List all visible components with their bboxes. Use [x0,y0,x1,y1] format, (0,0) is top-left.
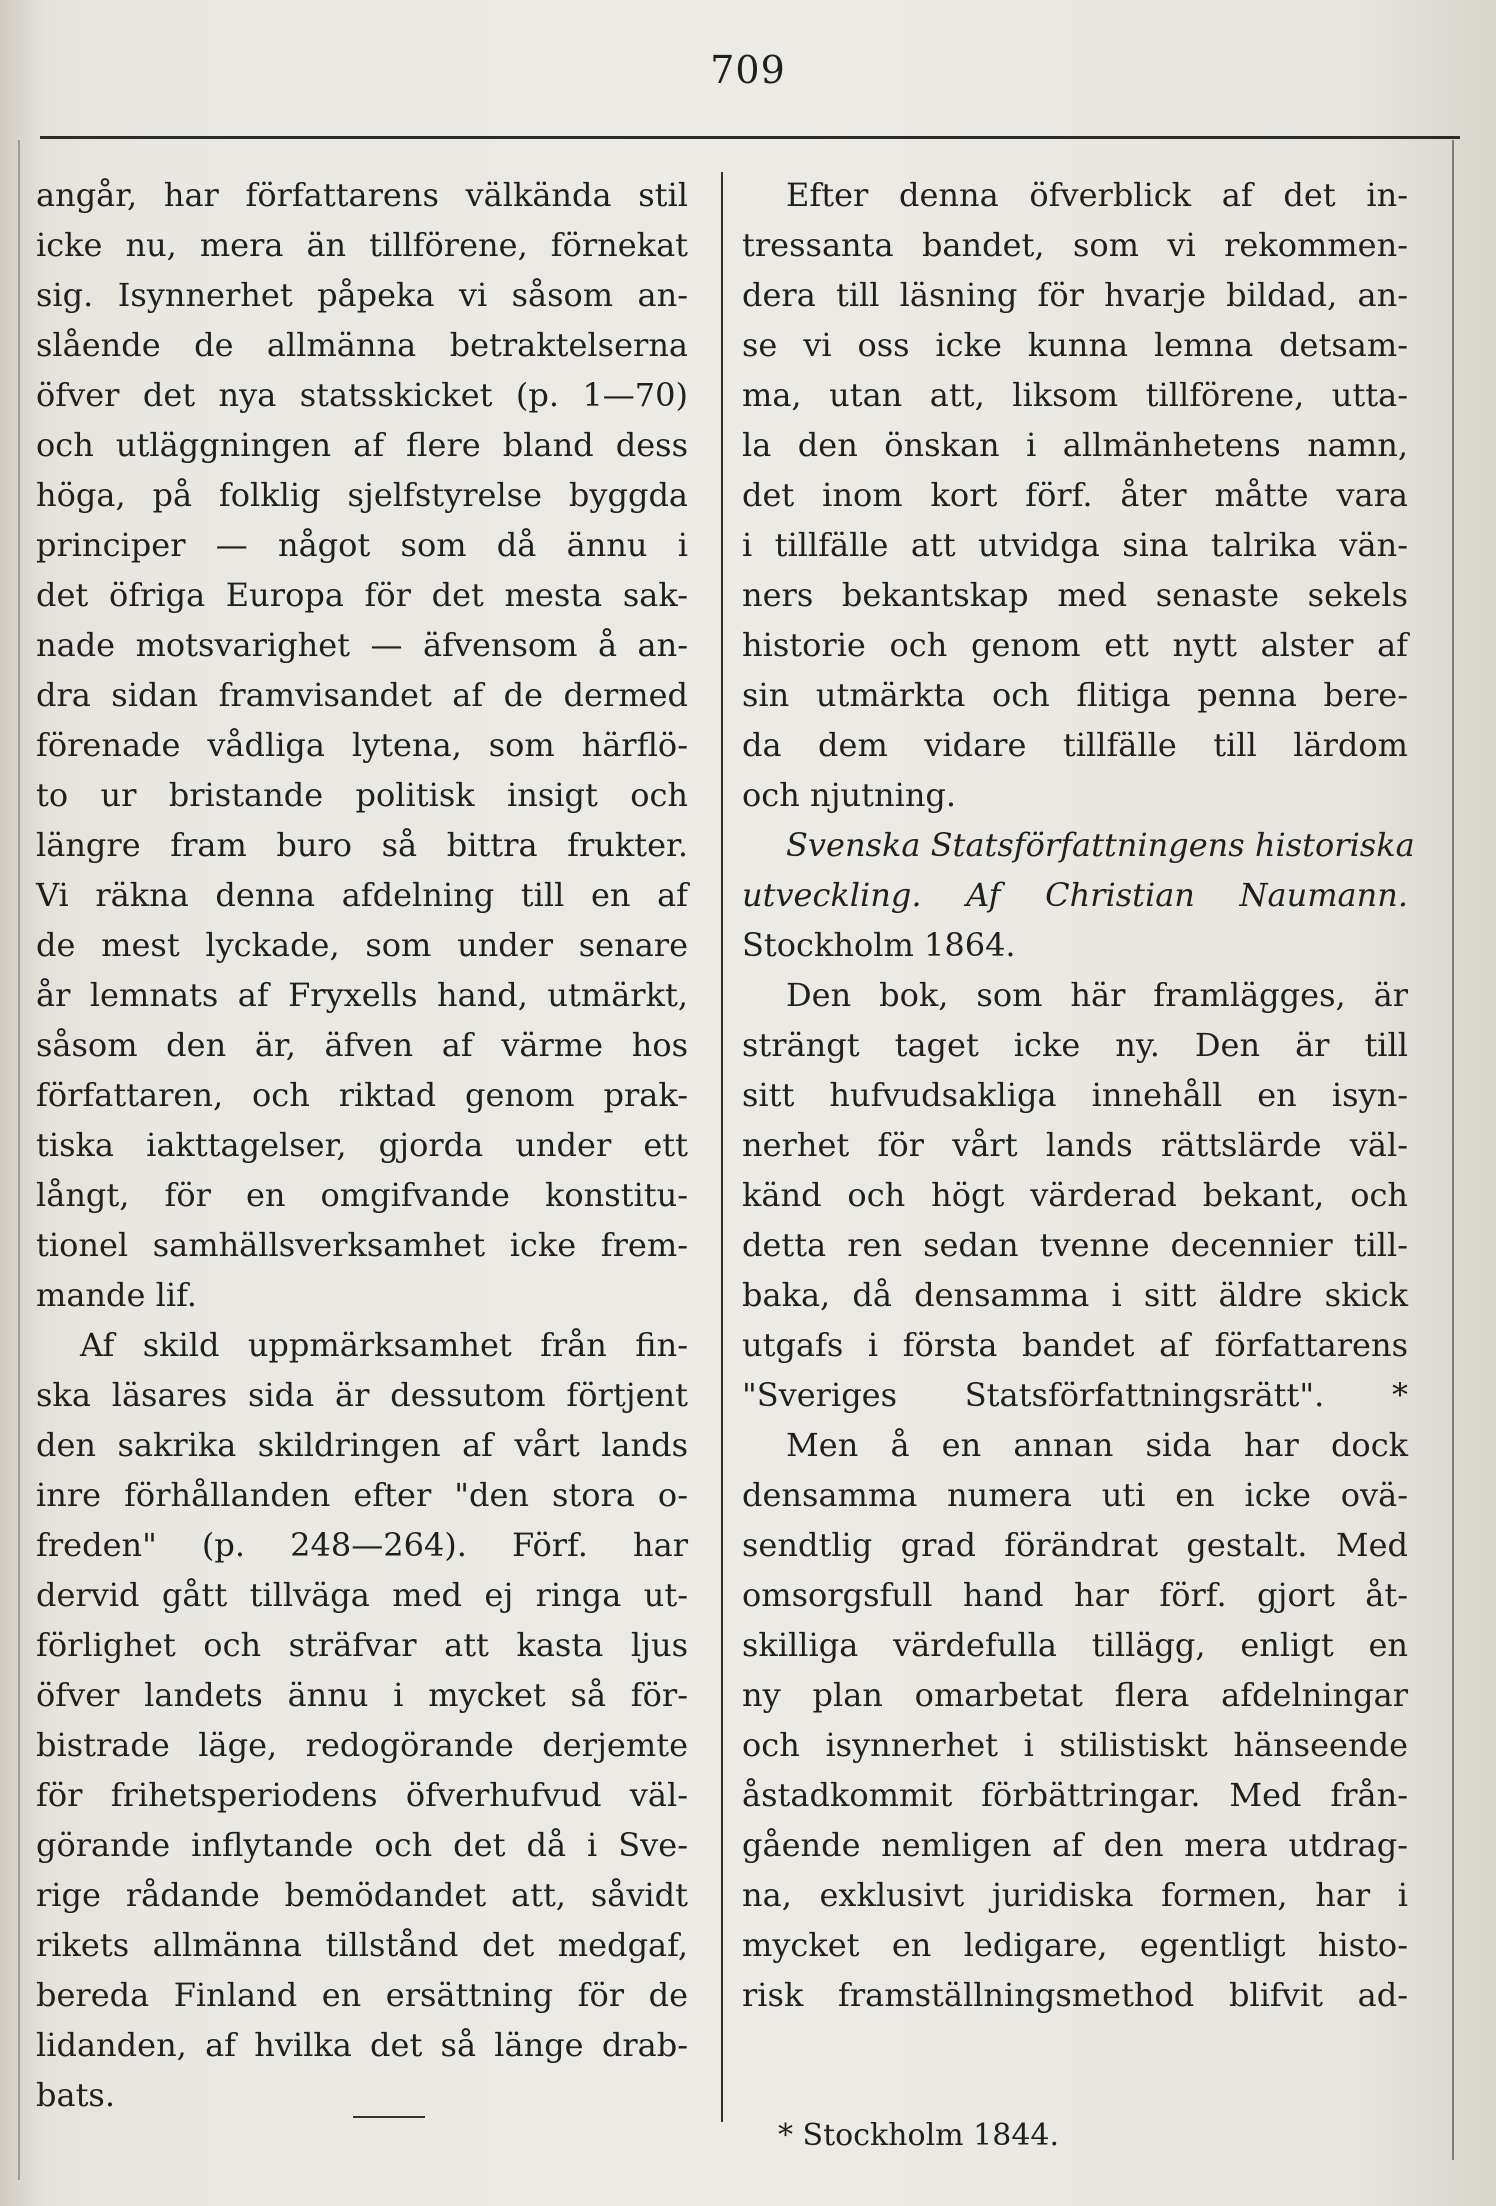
text-line: densamma numera uti en icke ovä- [742,1476,1408,1514]
text-line: detta ren sedan tvenne decennier till- [742,1226,1408,1264]
text-line: se vi oss icke kunna lemna detsam- [742,326,1408,364]
text-line: bereda Finland en ersättning för de [36,1976,688,2014]
text-line: ners bekantskap med senaste sekels [742,576,1408,614]
text-line: sig. Isynnerhet påpeka vi såsom an- [36,276,688,314]
text-line: dervid gått tillväga med ej ringa ut- [36,1576,688,1614]
text-line: tionel samhällsverksamhet icke frem- [36,1226,688,1264]
page-edge-left [18,140,20,2180]
footnote: * Stockholm 1844. [778,2118,1060,2153]
text-line: inre förhållanden efter "den stora o- [36,1476,688,1514]
text-line: strängt taget icke ny. Den är till [742,1026,1408,1064]
text-line: dera till läsning för hvarje bildad, an- [742,276,1408,314]
text-line: för frihetsperiodens öfverhufvud väl- [36,1776,688,1814]
text-line: mycket en ledigare, egentligt histo- [742,1926,1408,1964]
text-line: görande inflytande och det då i Sve- [36,1826,688,1864]
text-line: risk framställningsmethod blifvit ad- [742,1976,1408,2014]
text-line: förlighet och sträfvar att kasta ljus [36,1626,688,1664]
text-line: to ur bristande politisk insigt och [36,776,688,814]
text-line: Men å en annan sida har dock [786,1426,1408,1464]
text-line: och utläggningen af flere bland dess [36,426,688,464]
text-line: na, exklusivt juridiska formen, har i [742,1876,1408,1914]
page-number: 709 [710,48,786,92]
text-line: angår, har författarens välkända stil [36,176,688,214]
text-line: och isynnerhet i stilistiskt hänseende [742,1726,1408,1764]
column-divider [721,172,723,2122]
text-line: tressanta bandet, som vi rekommen- [742,226,1408,264]
text-line: förenade vådliga lytena, som härflö- [36,726,688,764]
text-line: dra sidan framvisandet af de dermed [36,676,688,714]
text-line: Efter denna öfverblick af det in- [786,176,1408,214]
text-line: principer — något som då ännu i [36,526,688,564]
text-line: nade motsvarighet — äfvensom å an- [36,626,688,664]
text-line: längre fram buro så bittra frukter. [36,826,688,864]
text-line: de mest lyckade, som under senare [36,926,688,964]
text-line: Af skild uppmärksamhet från fin- [80,1326,688,1364]
header-rule [40,136,1460,139]
text-line: öfver landets ännu i mycket så för- [36,1676,688,1714]
text-line: ska läsares sida är dessutom förtjent [36,1376,688,1414]
text-line: det öfriga Europa för det mesta sak- [36,576,688,614]
text-line: nerhet för vårt lands rättslärde väl- [742,1126,1408,1164]
text-line: freden" (p. 248—264). Förf. har [36,1526,688,1564]
text-line: ma, utan att, liksom tillförene, utta- [742,376,1408,414]
text-line: år lemnats af Fryxells hand, utmärkt, [36,976,688,1014]
text-line: rikets allmänna tillstånd det medgaf, [36,1926,688,1964]
text-line: och njutning. [742,776,957,814]
text-line: Den bok, som här framlägges, är [786,976,1408,1014]
review-title-line: Svenska Statsförfattningens historiska [786,826,1415,864]
right-column [742,170,1415,2020]
text-line: sitt hufvudsakliga innehåll en isyn- [742,1076,1408,1114]
review-title-line: utveckling. Af Christian Naumann. [742,876,1408,914]
left-column [36,170,688,2120]
text-line: utgafs i första bandet af författarens [742,1326,1408,1364]
text-line: i tillfälle att utvidga sina talrika vän- [742,526,1408,564]
text-line: öfver det nya statsskicket (p. 1—70) [36,376,688,414]
text-line: lidanden, af hvilka det så länge drab- [36,2026,688,2064]
text-line: mande lif. [36,1276,197,1314]
text-line: tiska iakttagelser, gjorda under ett [36,1126,688,1164]
text-line: bats. [36,2076,116,2114]
text-line: höga, på folklig sjelfstyrelse byggda [36,476,688,514]
text-line: långt, för en omgifvande konstitu- [36,1176,688,1214]
text-line: slående de allmänna betraktelserna [36,326,688,364]
text-line: rige rådande bemödandet att, såvidt [36,1876,688,1914]
text-line: det inom kort förf. åter måtte vara [742,476,1408,514]
text-line: känd och högt värderad bekant, och [742,1176,1408,1214]
text-line: baka, då densamma i sitt äldre skick [742,1276,1408,1314]
text-line: skilliga värdefulla tillägg, enligt en [742,1626,1408,1664]
text-line: den sakrika skildringen af vårt lands [36,1426,688,1464]
text-line: gående nemligen af den mera utdrag- [742,1826,1408,1864]
text-line: åstadkommit förbättringar. Med från- [742,1776,1408,1814]
text-line: icke nu, mera än tillförene, förnekat [36,226,688,264]
text-line: omsorgsfull hand har förf. gjort åt- [742,1576,1408,1614]
page-edge-right [1452,140,1454,2160]
end-rule [353,2116,425,2118]
text-line: da dem vidare tillfälle till lärdom [742,726,1408,764]
text-line: ny plan omarbetat flera afdelningar [742,1676,1408,1714]
text-line: la den önskan i allmänhetens namn, [742,426,1408,464]
text-line: såsom den är, äfven af värme hos [36,1026,688,1064]
text-line: sin utmärkta och flitiga penna bere- [742,676,1408,714]
review-publication-line: Stockholm 1864. [742,926,1016,964]
text-line: "Sveriges Statsförfattningsrätt". * [742,1376,1408,1414]
text-line: författaren, och riktad genom prak- [36,1076,688,1114]
text-line: sendtlig grad förändrat gestalt. Med [742,1526,1408,1564]
text-line: historie och genom ett nytt alster af [742,626,1408,664]
text-line: Vi räkna denna afdelning till en af [36,876,688,914]
text-line: bistrade läge, redogörande derjemte [36,1726,688,1764]
